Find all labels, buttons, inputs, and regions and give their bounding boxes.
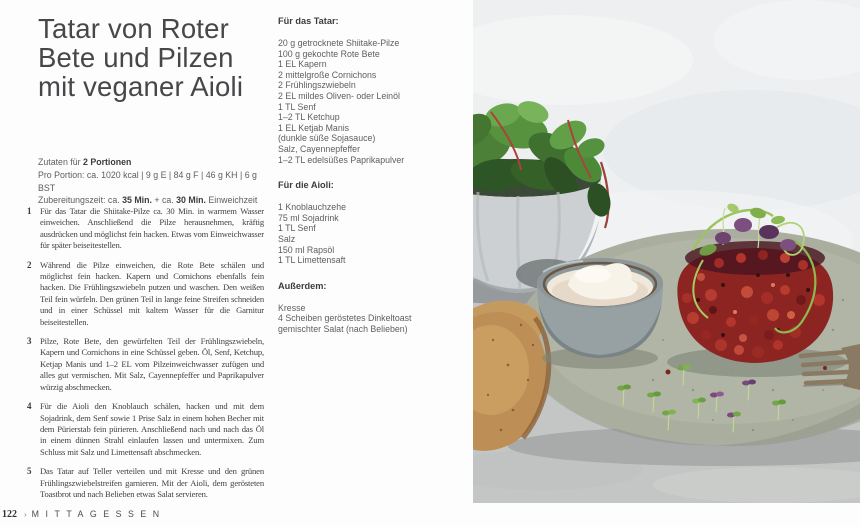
footer-separator: › [24, 510, 27, 519]
step-5 [27, 466, 264, 500]
step-number: 5 [27, 466, 32, 477]
time-line: Zubereitungszeit: ca. 35 Min. + ca. 30 Min. Einweichzeit [38, 195, 258, 206]
title-line: mit veganer Aioli [38, 71, 244, 102]
ingredients-heading: Für die Aioli: [278, 180, 334, 191]
ingredient: 1 TL Limettensaft [278, 255, 346, 266]
step-text: Für die Aioli den Knoblauch schälen, hacken und mit dem Sojadrink, dem Senf sowie 1 Prise Salz in einem hohen Becher mit dem Pürierstab fein pürieren. Anschließend nach und nach das Öl in einem dünnen Strahl einlaufen lassen und untermixen. Zum Schluss mit Salz und Limettensaft abschmecken. [40, 401, 264, 457]
step-text: Das Tatar auf Teller verteilen und mit Kresse und den grünen Frühlingszwiebelstreifen garnieren. Mit der Aioli, dem gerösteten Toastbrot und nach Belieben etwas Salat servieren. [40, 466, 264, 499]
recipe-photo [473, 0, 860, 503]
ingredient: 1 EL Ketjab Manis [278, 122, 350, 133]
step-number: 3 [27, 336, 32, 347]
step-3 [27, 336, 264, 393]
servings-line: Zutaten für 2 Portionen [38, 157, 132, 167]
preparation-steps [27, 206, 264, 508]
ingredients-column [278, 16, 468, 349]
tartare-crumb [666, 370, 671, 375]
ingredient: 20 g getrocknete Shiitake-Pilze [278, 38, 400, 48]
ingredients-aioli [278, 180, 468, 266]
ingredient: 1–2 TL Ketchup [278, 112, 340, 123]
ingredient: Salz, Cayennepfeffer [278, 143, 360, 154]
ingredient: 75 ml Sojadrink [278, 212, 339, 223]
page-footer [2, 509, 166, 520]
step-2 [27, 260, 264, 328]
ingredient: Kresse [278, 302, 306, 313]
step-4 [27, 401, 264, 458]
ingredient: 4 Scheiben geröstetes Dinkeltoast [278, 313, 412, 324]
ingredients-extra [278, 281, 468, 335]
ingredient: 2 EL mildes Oliven- oder Leinöl [278, 90, 400, 101]
ingredients-heading: Außerdem: [278, 280, 327, 291]
step-number: 4 [27, 401, 32, 412]
ingredient: 1 EL Kapern [278, 59, 327, 70]
recipe-meta [38, 156, 268, 207]
step-text: Pilze, Rote Bete, den gewürfelten Teil der Frühlingszwiebeln, Kapern und Cornichons in eine Schüssel geben. Öl, Senf, Ketchup, Ketjap Manis und 1–2 EL vom Pilzeinweichwasser zufügen und alles gut vermischen. Mit Salz, Cayennepfeffer und Paprikapulver würzig abschmecken. [40, 336, 264, 392]
ingredient: 1–2 TL edelsüßes Paprikapulver [278, 154, 405, 165]
ingredient: (dunkle süße Sojasauce) [278, 133, 376, 144]
nutrition-line: Pro Portion: ca. 1020 kcal | 9 g E | 84 g F | 46 g KH | 6 g BST [38, 169, 257, 193]
ingredient: Salz [278, 233, 296, 244]
chapter-label: MITTAGESSEN [31, 509, 166, 519]
page-number: 122 [2, 509, 17, 520]
ingredient: 1 TL Senf [278, 223, 316, 234]
page-title [38, 14, 268, 101]
ingredient: gemischter Salat (nach Belieben) [278, 323, 408, 334]
aioli-highlight [575, 267, 611, 283]
ingredient: 2 Frühlingszwiebeln [278, 80, 356, 91]
ingredients-heading: Für das Tatar: [278, 16, 339, 26]
ingredient: 1 TL Senf [278, 101, 316, 112]
title-line: Bete und Pilzen [38, 42, 234, 73]
ingredient: 2 mittelgroße Cornichons [278, 69, 377, 80]
title-line: Tatar von Roter [38, 13, 230, 44]
ingredient: 1 Knoblauchzehe [278, 202, 346, 213]
step-number: 1 [27, 206, 32, 216]
tartare-crumb [823, 366, 827, 370]
step-1 [27, 206, 264, 252]
step-number: 2 [27, 259, 32, 270]
ingredients-tatar [278, 16, 468, 165]
ingredient: 150 ml Rapsöl [278, 244, 335, 255]
ingredient: 100 g gekochte Rote Bete [278, 48, 380, 59]
step-text: Während die Pilze einweichen, die Rote Bete schälen und möglichst fein hacken. Kapern und Cornichons ebenfalls fein hacken. Die Frühlingszwiebeln putzen und waschen. Den weißen Teil fein würfeln. Den grünen Teil in lange feine Streifen schneiden und in einer Schüssel mit kaltem Wasser für die Garnitur beiseitestellen. [40, 259, 264, 327]
step-text: Für das Tatar die Shiitake-Pilze ca. 30 Min. in warmem Wasser einweichen. Anschließend die Pilze herausnehmen, kräftig ausdrücken und möglichst fein hacken. Etwas vom Einweichwasser für später beiseitestellen. [40, 206, 264, 251]
